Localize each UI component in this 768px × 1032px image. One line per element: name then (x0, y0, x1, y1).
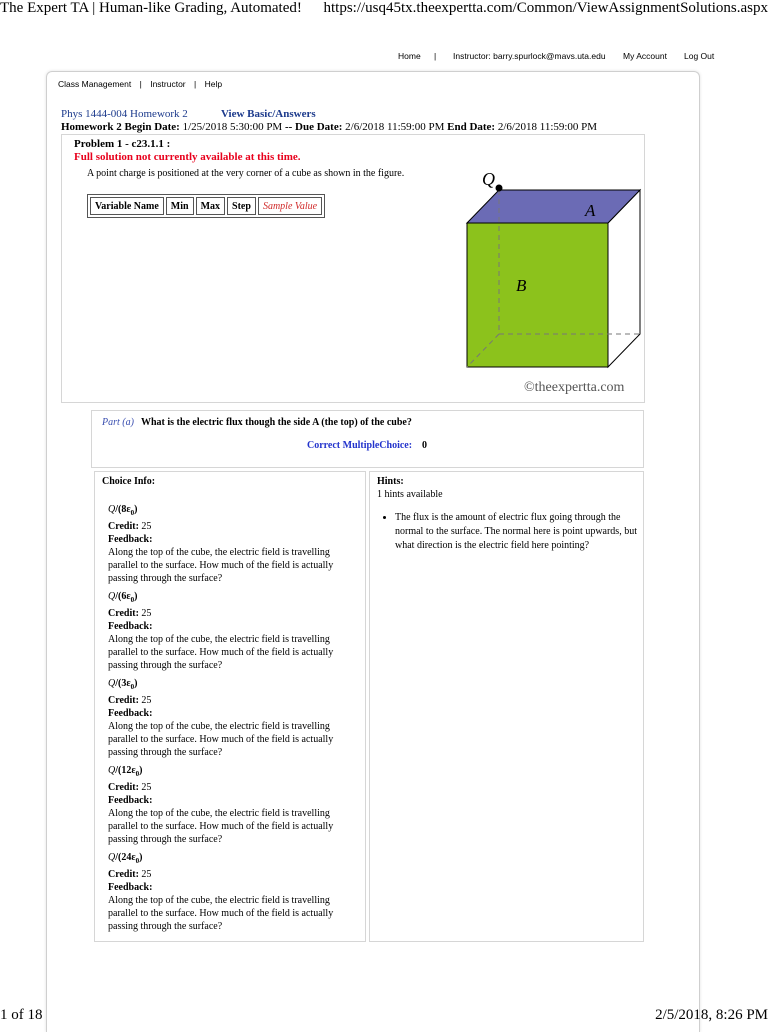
nav-separator: | (434, 51, 436, 61)
class-management-link[interactable]: Class Management (58, 79, 131, 89)
help-link[interactable]: Help (205, 79, 222, 89)
variables-table (87, 194, 325, 218)
hints-list (381, 511, 643, 553)
nav-separator: | (140, 79, 142, 89)
assignment-dates (61, 121, 597, 133)
feedback-label: Feedback: (108, 794, 358, 807)
choice-info-heading: Choice Info: (102, 476, 155, 487)
choice-credit: Credit: 25 (108, 607, 358, 620)
label-a: A (584, 201, 596, 220)
choice-answer: $Q/(12\varepsilon_0)$ (108, 764, 358, 781)
print-header-url: https://usq45tx.theexpertta.com/Common/ViewAssignmentSolutions.aspx (324, 0, 768, 17)
choice-credit: Credit: 25 (108, 781, 358, 794)
choice-credit: Credit: 25 (108, 868, 358, 881)
end-date-label: End Date: (447, 121, 495, 133)
part-label: Part (a) (102, 417, 134, 428)
solution-unavailable-note: Full solution not currently available at this time. (74, 151, 301, 163)
table-header: Sample Value (258, 197, 322, 215)
feedback-label: Feedback: (108, 707, 358, 720)
logout-link[interactable]: Log Out (684, 51, 714, 61)
choice-feedback: Along the top of the cube, the electric field is travelling parallel to the surface. How much of the field is actually passing through the surface? (108, 720, 358, 759)
date-dash: -- (285, 121, 292, 133)
instructor-account-link[interactable]: Instructor: barry.spurlock@mavs.uta.edu (453, 51, 606, 61)
table-header: Step (227, 197, 256, 215)
correct-value: 0 (422, 440, 427, 451)
print-header-title: The Expert TA | Human-like Grading, Automated! (0, 0, 302, 17)
choice-credit: Credit: 25 (108, 520, 358, 533)
part-question: What is the electric flux though the side A (the top) of the cube? (141, 417, 412, 428)
choice-feedback: Along the top of the cube, the electric field is travelling parallel to the surface. How much of the field is actually passing through the surface? (108, 546, 358, 585)
choice-item (108, 677, 358, 764)
instructor-link[interactable]: Instructor (150, 79, 185, 89)
figure-copyright: ©theexpertta.com (524, 380, 625, 395)
choice-item (108, 590, 358, 677)
label-q: Q (482, 169, 495, 189)
choice-answer: $Q/(3\varepsilon_0)$ (108, 677, 358, 694)
due-date-label: Due Date: (295, 121, 342, 133)
choice-answer: $Q/(24\varepsilon_0)$ (108, 851, 358, 868)
problem-title: Problem 1 - c23.1.1 : (74, 138, 170, 150)
sub-nav (58, 79, 228, 89)
end-date: 2/6/2018 11:59:00 PM (498, 121, 597, 133)
choice-credit: Credit: 25 (108, 694, 358, 707)
nav-separator: | (194, 79, 196, 89)
print-page-number: 1 of 18 (0, 1007, 43, 1024)
due-date: 2/6/2018 11:59:00 PM (345, 121, 444, 133)
cube-front-face (467, 223, 608, 367)
begin-date-label: Homework 2 Begin Date: (61, 121, 180, 133)
hint-item: • The flux is the amount of electric flux going through the normal to the surface. The normal here is point upwards, but what direction is the electric field here pointing? (395, 511, 643, 553)
choice-item (108, 764, 358, 851)
label-b: B (516, 276, 527, 295)
choice-answer: $Q/(8\varepsilon_0)$ (108, 503, 358, 520)
my-account-link[interactable]: My Account (623, 51, 667, 61)
choice-answer: $Q/(6\varepsilon_0)$ (108, 590, 358, 607)
assignment-title: Phys 1444-004 Homework 2 (61, 108, 188, 120)
choice-list (108, 503, 358, 938)
table-header: Variable Name (90, 197, 164, 215)
print-date: 2/5/2018, 8:26 PM (655, 1007, 768, 1024)
begin-date: 1/25/2018 5:30:00 PM (183, 121, 283, 133)
cube-figure (440, 163, 650, 398)
feedback-label: Feedback: (108, 533, 358, 546)
hints-heading: Hints: (377, 476, 404, 487)
choice-item (108, 851, 358, 938)
view-basic-answers-link[interactable]: View Basic/Answers (221, 108, 316, 120)
table-header: Min (166, 197, 194, 215)
choice-feedback: Along the top of the cube, the electric field is travelling parallel to the surface. How much of the field is actually passing through the surface? (108, 633, 358, 672)
feedback-label: Feedback: (108, 620, 358, 633)
correct-label: Correct MultipleChoice: (307, 440, 412, 451)
table-header: Max (196, 197, 225, 215)
choice-feedback: Along the top of the cube, the electric field is travelling parallel to the surface. How much of the field is actually passing through the surface? (108, 807, 358, 846)
problem-statement: A point charge is positioned at the very corner of a cube as shown in the figure. (87, 168, 404, 179)
point-charge (496, 185, 503, 192)
hints-count: 1 hints available (377, 489, 443, 500)
feedback-label: Feedback: (108, 881, 358, 894)
choice-item (108, 503, 358, 590)
table-header-row (90, 197, 322, 215)
home-link[interactable]: Home (398, 51, 421, 61)
choice-feedback: Along the top of the cube, the electric field is travelling parallel to the surface. How much of the field is actually passing through the surface? (108, 894, 358, 933)
